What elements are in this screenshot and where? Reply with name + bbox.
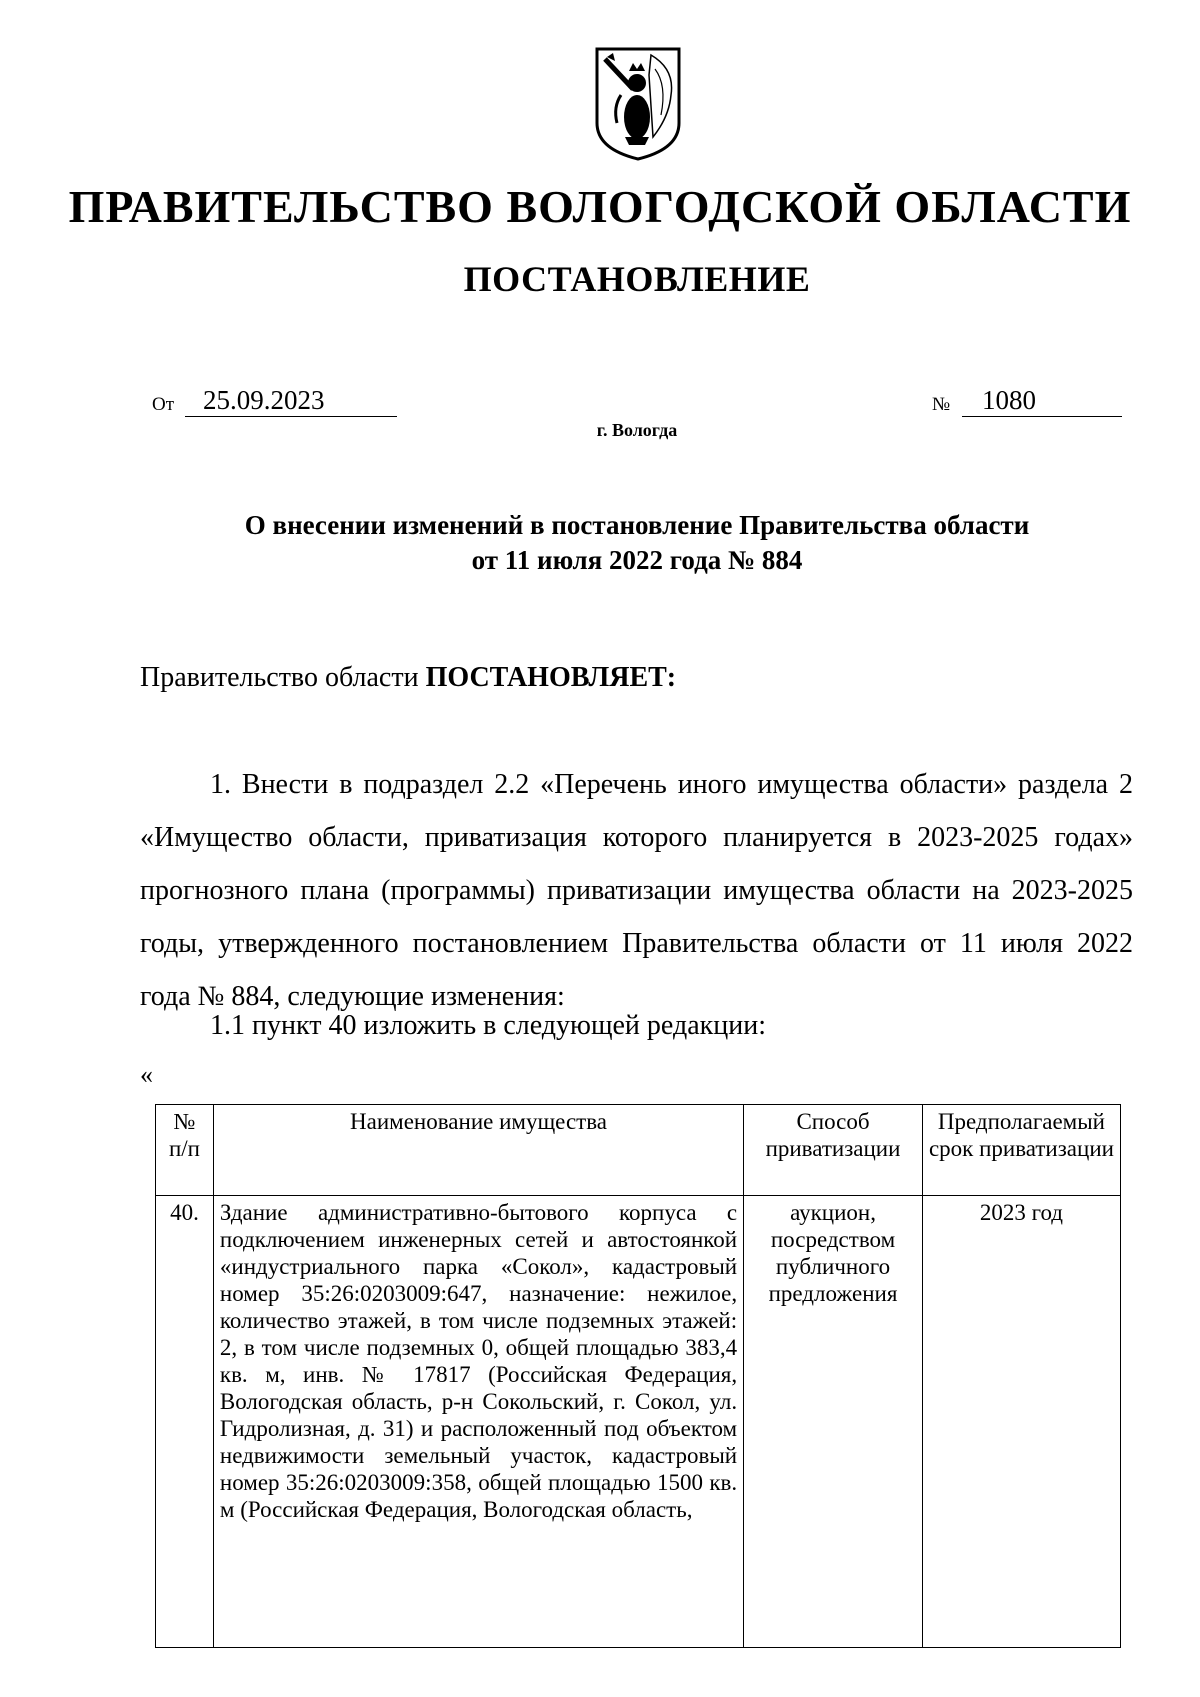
paragraph-1: 1. Внести в подраздел 2.2 «Перечень иного имущества области» раздела 2 «Имущество области, приватизация которого планируется в 2023-2025 годах» прогнозного плана (программы) приватизации имущества области на 2023-2025 годы, утвержденного постановлением Правительства области от 11 июля 2022 года № 884, следующие изменения: (140, 769, 1133, 1012)
preamble-emphasis: ПОСТАНОВЛЯЕТ: (425, 662, 677, 693)
preamble-text: Правительство области (140, 662, 426, 693)
property-table (155, 1104, 1121, 1648)
document-subject (0, 508, 1200, 578)
city: г. Вологда (596, 420, 678, 440)
header-method: Способ приватизации (744, 1105, 923, 1196)
document-type: ПОСТАНОВЛЕНИЕ (463, 259, 811, 299)
table-row (156, 1196, 1121, 1648)
row-number: 40. (156, 1196, 214, 1648)
number-prefix: № (932, 394, 951, 415)
date-prefix: От (152, 394, 175, 415)
header-number: № п/п (156, 1105, 214, 1196)
opening-quote: « (140, 1060, 153, 1089)
header-term: Предполагаемый срок приватизации (922, 1105, 1120, 1196)
row-term: 2023 год (922, 1196, 1120, 1648)
government-title: ПРАВИТЕЛЬСТВО ВОЛОГОДСКОЙ ОБЛАСТИ (68, 181, 1132, 232)
row-method: аукцион, посредством публичного предложения (744, 1196, 923, 1648)
document-date: 25.09.2023 (185, 384, 397, 417)
coat-of-arms-emblem (593, 45, 683, 163)
body-text (140, 758, 1133, 1023)
document-number: 1080 (962, 384, 1122, 417)
header-name: Наименование имущества (213, 1105, 743, 1196)
preamble (140, 662, 676, 694)
table-header-row (156, 1105, 1121, 1196)
subject-line-1: О внесении изменений в постановление Правительства области (244, 510, 1030, 540)
row-property-name: Здание административно-бытового корпуса с подключением инженерных сетей и автостоянкой «индустриального парка «Сокол», кадастровый номер 35:26:0203009:647, назначение: нежилое, количество этажей, в том числе подземных этажей: 2, в том числе подземных 0, общей площадью 383,4 кв. м, инв. № 17817 (Российская Федерация, Вологодская область, р-н Сокольский, г. Сокол, ул. Гидролизная, д. 31) и расположенный под объектом недвижимости земельный участок, кадастровый номер 35:26:0203009:358, общей площадью 1500 кв. м (Российская Федерация, Вологодская область, (213, 1196, 743, 1648)
sub-item-1-1: 1.1 пункт 40 изложить в следующей редакции: (210, 1010, 766, 1041)
subject-line-2: от 11 июля 2022 года № 884 (471, 545, 803, 575)
